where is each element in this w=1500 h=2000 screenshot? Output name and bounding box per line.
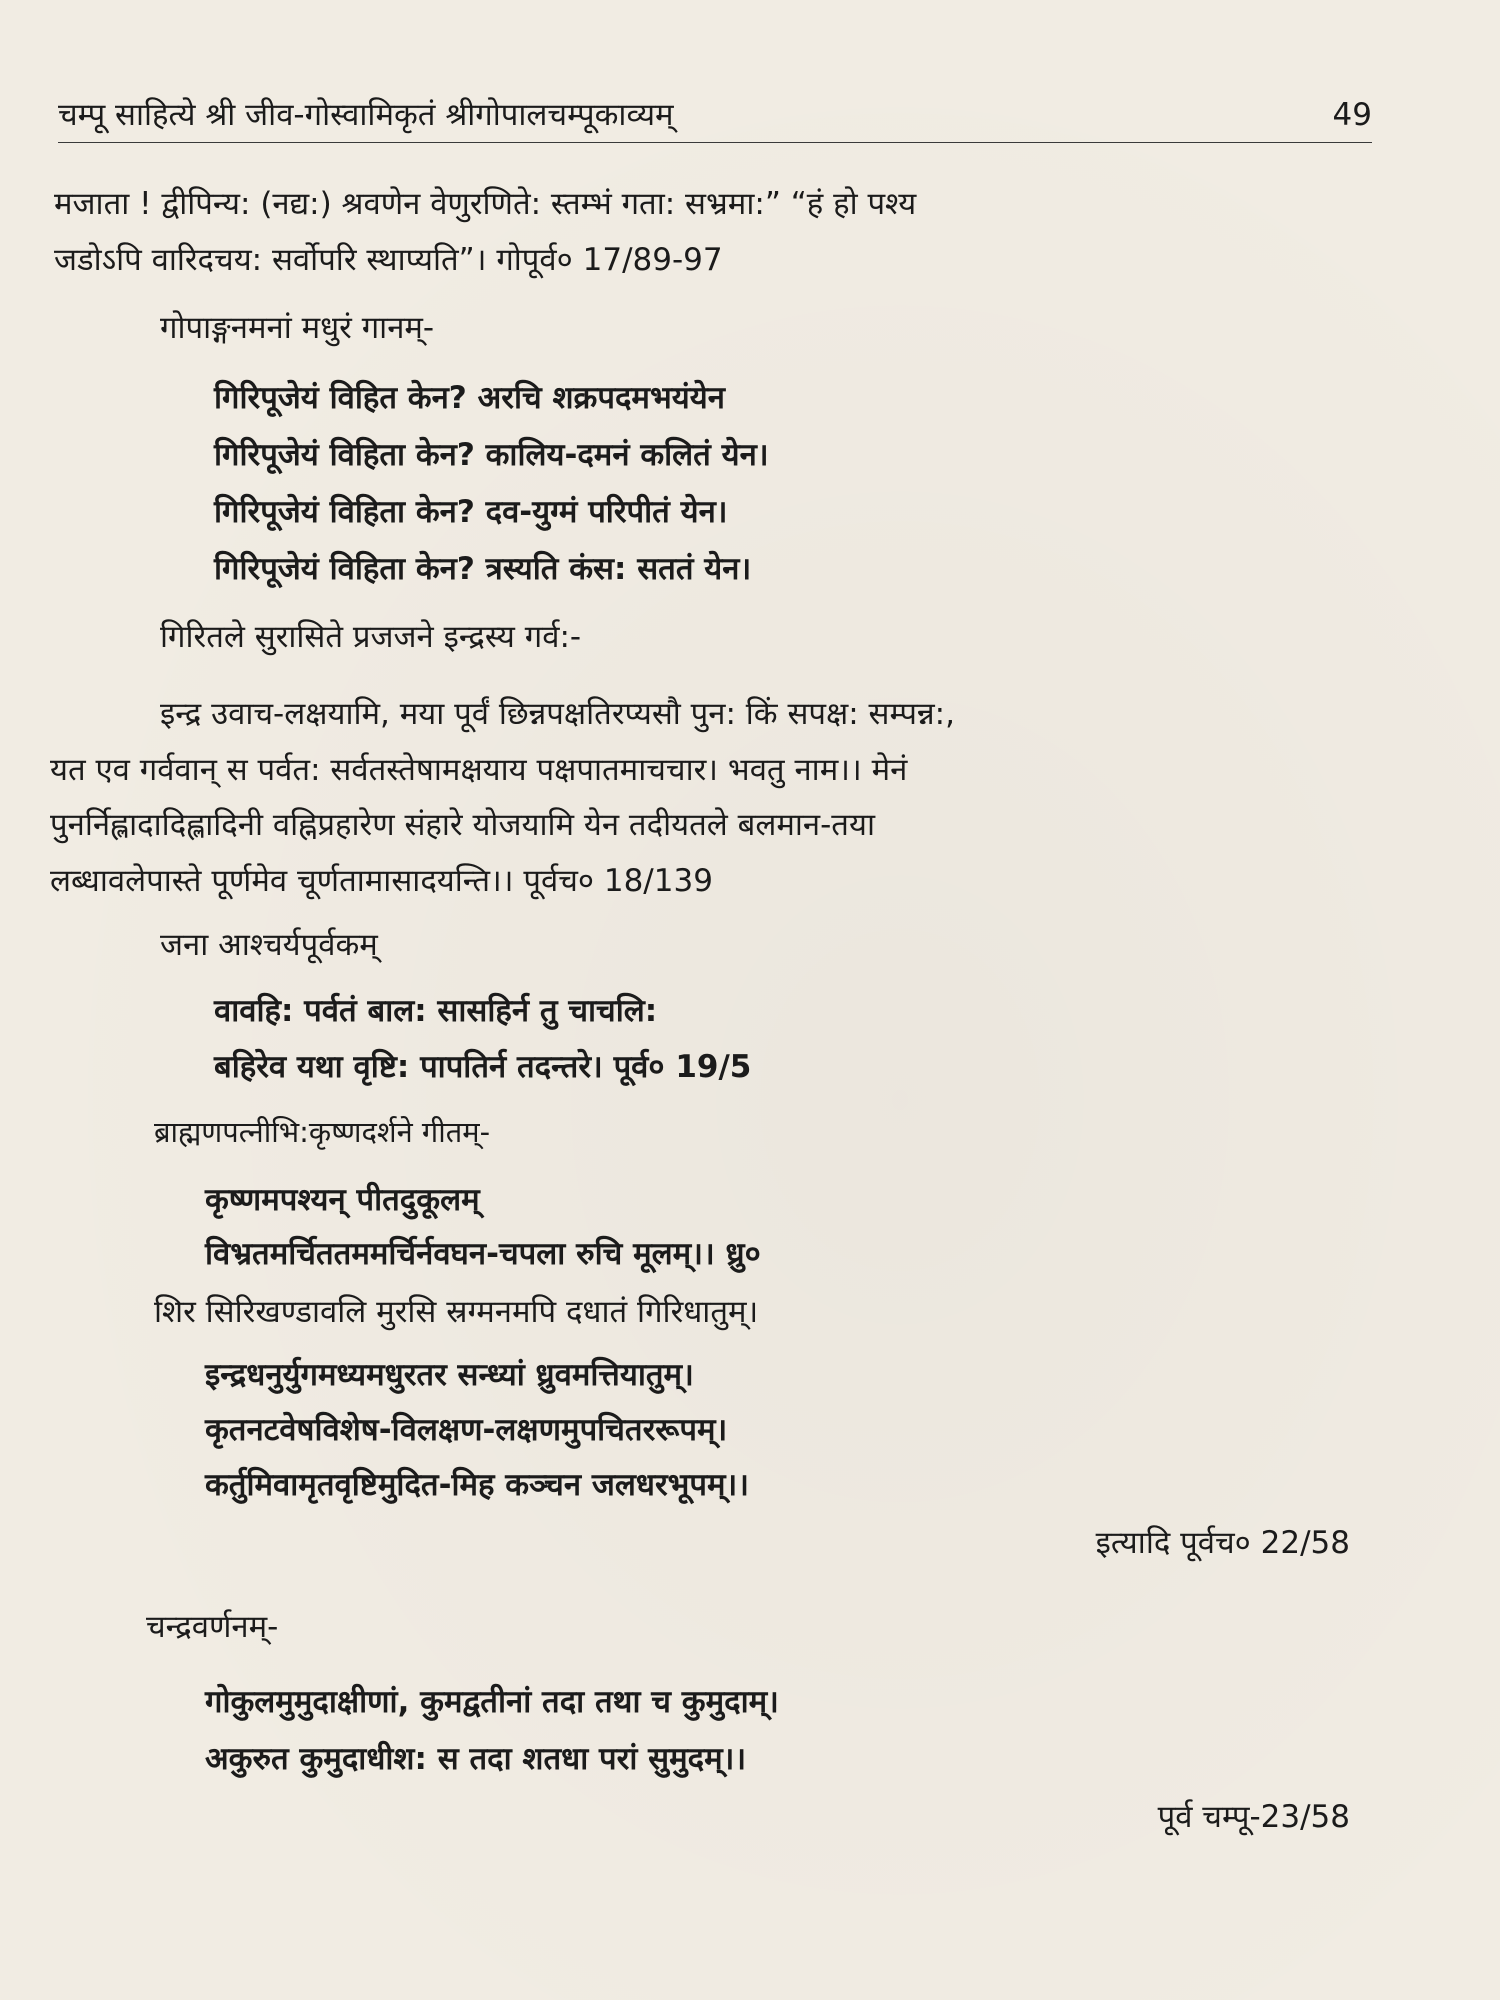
- text-line: जडोऽपि वारिदचय: सर्वोपरि स्थाप्यति”। गोपूर्व० 17/89-97: [54, 242, 723, 278]
- verse-line: इन्द्रधनुर्युगमध्यमधुरतर सन्ध्यां ध्रुवमत्तियातुम्।: [205, 1357, 694, 1393]
- verse-line: गिरिपूजेयं विहिता केन? दव-युग्मं परिपीतं येन।: [214, 494, 728, 530]
- verse-line: कृतनटवेषविशेष-विलक्षण-लक्षणमुपचितररूपम्।: [205, 1412, 728, 1448]
- verse-line: गिरिपूजेयं विहिता केन? त्रस्यति कंस: सततं येन।: [214, 551, 752, 587]
- citation: पूर्व चम्पू-23/58: [1157, 1799, 1350, 1835]
- section-heading: गिरितले सुरासिते प्रजजने इन्द्रस्य गर्व:-: [160, 619, 582, 655]
- page-number: 49: [1332, 97, 1372, 133]
- verse-line: गिरिपूजेयं विहिता केन? कालिय-दमनं कलितं येन।: [214, 437, 769, 473]
- text-line: मजाता ! द्वीपिन्य: (नद्य:) श्रवणेन वेणुरणिते: स्तम्भं गता: सभ्रमा:” “हं हो पश्य: [54, 186, 917, 222]
- section-heading: गोपाङ्गनमनां मधुरं गानम्-: [160, 310, 435, 346]
- prose-line: पुनर्निह्लादादिह्लादिनी वह्निप्रहारेण संहारे योजयामि येन तदीयतले बलमान-तया: [50, 807, 875, 843]
- section-heading: जना आश्चर्यपूर्वकम्: [160, 927, 378, 963]
- verse-line: कृष्णमपश्यन् पीतदुकूलम्: [205, 1182, 480, 1218]
- section-heading: चन्द्रवर्णनम्-: [146, 1609, 279, 1645]
- verse-line: गोकुलमुमुदाक्षीणां, कुमद्वतीनां तदा तथा च कुमुदाम्।: [205, 1684, 779, 1720]
- verse-line: बहिरेव यथा वृष्टि: पापतिर्न तदन्तरे। पूर्व० 19/5: [214, 1049, 752, 1085]
- verse-line: शिर सिरिखण्डावलि मुरसि स्रग्मनमपि दधातं गिरिधातुम्।: [154, 1294, 759, 1330]
- header-title: चम्पू साहित्ये श्री जीव-गोस्वामिकृतं श्रीगोपालचम्पूकाव्यम्: [58, 97, 674, 133]
- section-heading: ब्राह्मणपत्नीभि:कृष्णदर्शने गीतम्-: [154, 1115, 491, 1149]
- prose-line: लब्धावलेपास्ते पूर्णमेव चूर्णतामासादयन्ति।। पूर्वच० 18/139: [50, 863, 713, 899]
- running-header: [58, 92, 1372, 143]
- verse-line: विभ्रतमर्चिततममर्चिर्नवघन-चपला रुचि मूलम्।। ध्रु०: [205, 1236, 761, 1272]
- verse-line: गिरिपूजेयं विहित केन? अरचि शक्रपदमभयंयेन: [214, 380, 725, 416]
- citation: इत्यादि पूर्वच० 22/58: [1095, 1525, 1350, 1561]
- verse-line: कर्तुमिवामृतवृष्टिमुदित-मिह कञ्चन जलधरभूपम्।।: [205, 1467, 750, 1503]
- prose-line: इन्द्र उवाच-लक्षयामि, मया पूर्वं छिन्नपक्षतिरप्यसौ पुन: किं सपक्ष: सम्पन्न:,: [160, 696, 955, 732]
- verse-line: वावहि: पर्वतं बाल: सासहिर्न तु चाचलि:: [214, 993, 658, 1029]
- prose-line: यत एव गर्ववान् स पर्वत: सर्वतस्तेषामक्षयाय पक्षपातमाचचार। भवतु नाम।। मेनं: [50, 752, 908, 788]
- verse-line: अकुरुत कुमुदाधीश: स तदा शतधा परां सुमुदम्।।: [205, 1741, 747, 1777]
